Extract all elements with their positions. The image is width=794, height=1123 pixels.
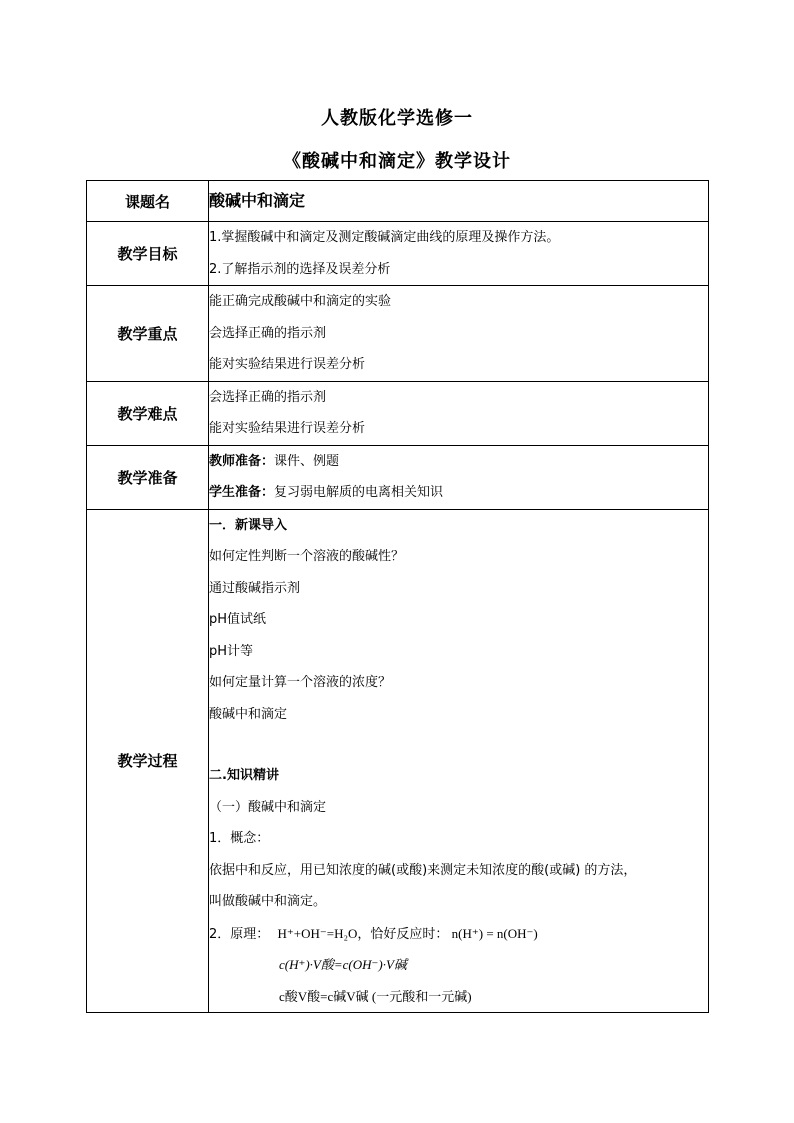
difficulty-line: 能对实验结果进行误差分析 (209, 421, 366, 436)
row-preparation (87, 445, 709, 509)
formula-line: c酸V酸=c碱V碱 (一元酸和一元碱) (279, 988, 472, 1004)
difficulties-cell (209, 381, 709, 445)
process-label: 教学过程 (87, 509, 209, 1013)
goals-label: 教学目标 (87, 222, 209, 286)
document-title: 人教版化学选修一 (321, 108, 473, 129)
formula-line: c(H⁺)·V酸=c(OH⁻)·V碱 (279, 957, 407, 972)
goal-line: 1.掌握酸碱中和滴定及测定酸碱滴定曲线的原理及操作方法。 (209, 230, 560, 245)
section2-heading: 二.知识精讲 (209, 768, 279, 783)
intro-line: pH值试纸 (209, 612, 267, 627)
key-points-label: 教学重点 (87, 286, 209, 382)
row-topic (87, 181, 709, 222)
student-prep-line (209, 477, 708, 509)
row-difficulties (87, 381, 709, 445)
document-subtitle: 《酸碱中和滴定》教学设计 (283, 151, 511, 172)
goal-line: 2.了解指示剂的选择及误差分析 (209, 261, 391, 277)
student-prep-value: 复习弱电解质的电离相关知识 (274, 485, 444, 500)
goals-cell (209, 222, 709, 286)
key-points-cell (209, 286, 709, 382)
spacer (209, 730, 708, 760)
lesson-plan-table (86, 180, 709, 1013)
row-key-points (87, 286, 709, 382)
intro-line: 如何定量计算一个溶液的浓度？ (209, 675, 392, 690)
intro-line: 如何定性判断一个溶液的酸碱性？ (209, 549, 405, 564)
concept-label: 1．概念： (209, 831, 270, 846)
intro-line: 通过酸碱指示剂 (209, 580, 301, 596)
topic-value: 酸碱中和滴定 (209, 191, 306, 210)
difficulties-label: 教学难点 (87, 381, 209, 445)
concept-text: 叫做酸碱中和滴定。 (209, 894, 327, 909)
subsection-heading: （一）酸碱中和滴定 (209, 799, 327, 815)
section1-heading: 一．新课导入 (209, 517, 288, 533)
row-goals (87, 222, 709, 286)
intro-line: 酸碱中和滴定 (209, 706, 288, 722)
preparation-label: 教学准备 (87, 445, 209, 509)
process-cell (209, 509, 709, 1013)
preparation-cell (209, 445, 709, 509)
topic-cell (209, 181, 709, 222)
concept-text: 依据中和反应，用已知浓度的碱(或酸)来测定未知浓度的酸(或碱) 的方法， (209, 862, 637, 878)
student-prep-label: 学生准备： (209, 485, 275, 500)
key-point-line: 能正确完成酸碱中和滴定的实验 (209, 294, 392, 309)
teacher-prep-value: 课件、例题 (274, 453, 340, 469)
principle-line (209, 918, 708, 950)
principle-equation: H⁺+OH⁻=H₂O，恰好反应时： n(H⁺) = n(OH⁻) (277, 925, 538, 941)
difficulty-line: 会选择正确的指示剂 (209, 389, 327, 405)
key-point-line: 会选择正确的指示剂 (209, 325, 327, 341)
topic-label: 课题名 (87, 181, 209, 222)
key-point-line: 能对实验结果进行误差分析 (209, 357, 366, 372)
row-process (87, 509, 709, 1013)
intro-line: pH计等 (209, 643, 254, 659)
teacher-prep-line (209, 446, 708, 478)
teacher-prep-label: 教师准备： (209, 453, 275, 469)
principle-label: 2．原理： (209, 926, 270, 942)
